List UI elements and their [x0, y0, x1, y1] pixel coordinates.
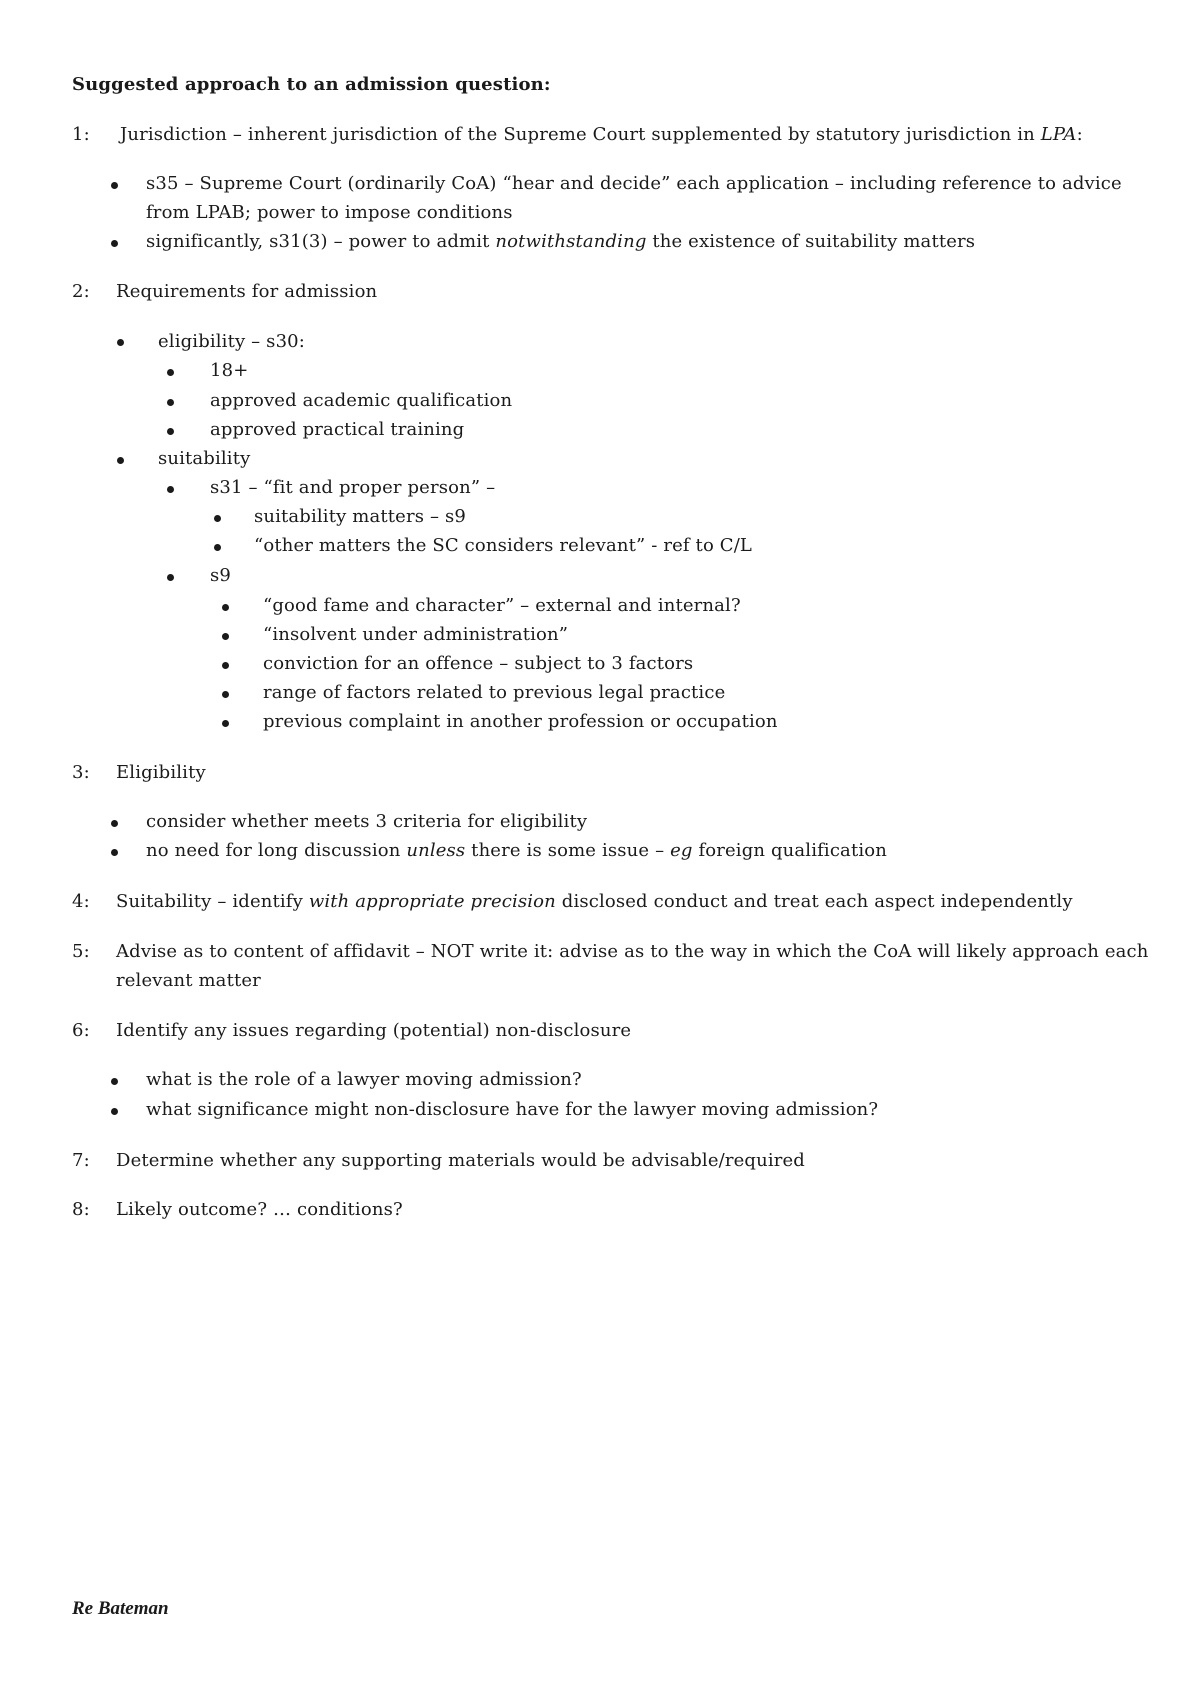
bullet-icon [222, 720, 229, 727]
item-text: Jurisdiction – inherent jurisdiction of the Supreme Court supplemented by statutory jurisdiction in LPA: [120, 124, 1083, 145]
bullet-icon [111, 820, 118, 827]
document-title: Suggested approach to an admission question: [72, 74, 551, 95]
bullet-icon [167, 399, 174, 406]
bullet-icon [222, 604, 229, 611]
bullet-icon [167, 428, 174, 435]
document-page: Suggested approach to an admission question: 1: Jurisdiction – inherent jurisdiction of the Supreme Court supplemented by statutory jurisdiction in LPA: s35 – Supreme Court (ordinarily CoA) “hear and decide” each application – including reference to advice from LPAB; power to impose conditions significantly, s31(3) – power to admit notwithstanding the existence of suitability matters 2: Requirements for admission eligibility – s30: 18+ approved academic qualification approved practical training suitability s31 – “fit and proper person” – suitability matters – s9 “other matters the SC considers relevant” - ref to C/L s9 “good fame and character” – external and internal? “insolvent under administration” conviction for an offence – subject to 3 factors range of factors related to previous legal practice previous complaint in another profession or occupation 3: Eligibility consider whether meets 3 criteria for eligibility no need for long discussion unless there is some issue – eg foreign qualification 4: Suitability – identify with appropriate precision disclosed conduct and treat each aspect independently 5: Advise as to content of affidavit – NOT write it: advise as to the way in which the CoA will likely approach each relevant matter 6: Identify any issues regarding (potential) non-disclosure what is the role of a lawyer moving admission? what significance might non-disclosure have for the lawyer moving admission? 7: Determine whether any supporting materials would be advisable/required 8: Likely outcome? … conditions? Re Bateman [72, 74, 1149, 1619]
bullet-icon [117, 339, 124, 346]
bullet-icon [111, 1108, 118, 1115]
footer-case-name: Re Bateman [72, 1598, 169, 1619]
bullet-icon [214, 515, 221, 522]
bullet-icon [111, 182, 118, 189]
bullet-icon [117, 457, 124, 464]
bullet-icon [214, 544, 221, 551]
bullet-icon [167, 574, 174, 581]
bullet-icon [167, 369, 174, 376]
bullet-icon [222, 691, 229, 698]
bullet-icon [167, 486, 174, 493]
bullet-icon [111, 240, 118, 247]
item-number: 1: [72, 124, 90, 145]
bullet-icon [111, 849, 118, 856]
bullet-icon [111, 1078, 118, 1085]
bullet-icon [222, 633, 229, 640]
bullet-icon [222, 662, 229, 669]
